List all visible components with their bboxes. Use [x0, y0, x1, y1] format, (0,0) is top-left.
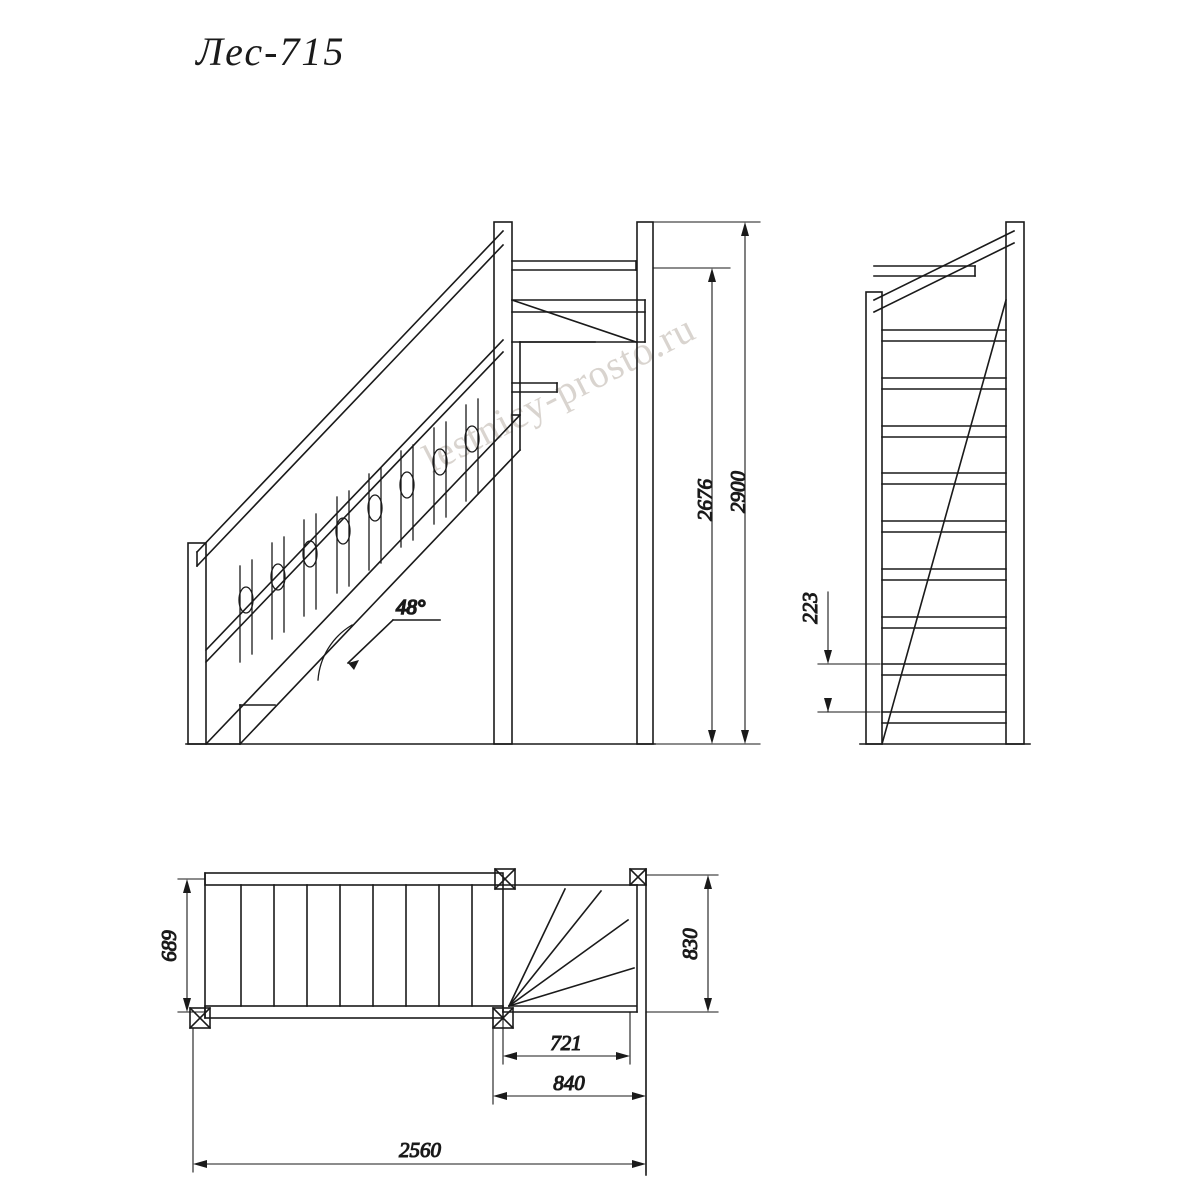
dim-total-length: 2560	[399, 1138, 441, 1162]
dim-depth-840: 840	[553, 1071, 585, 1095]
dim-width-689: 689	[157, 930, 181, 962]
page-title: Лес-715	[196, 29, 346, 74]
front-elevation-view	[860, 222, 1030, 744]
riser-dimension	[798, 592, 880, 712]
watermark: lestnicy-prosto.ru	[415, 305, 703, 481]
side-elevation-view	[186, 222, 655, 744]
dim-depth-721: 721	[550, 1031, 582, 1055]
dim-floor-height: 2676	[693, 479, 717, 521]
dim-width-830: 830	[678, 928, 702, 960]
angle-label: 48°	[396, 595, 426, 619]
dim-riser-height: 223	[798, 592, 822, 624]
dim-total-height: 2900	[726, 471, 750, 513]
plan-view	[190, 869, 646, 1175]
vertical-dimensions	[653, 222, 760, 744]
